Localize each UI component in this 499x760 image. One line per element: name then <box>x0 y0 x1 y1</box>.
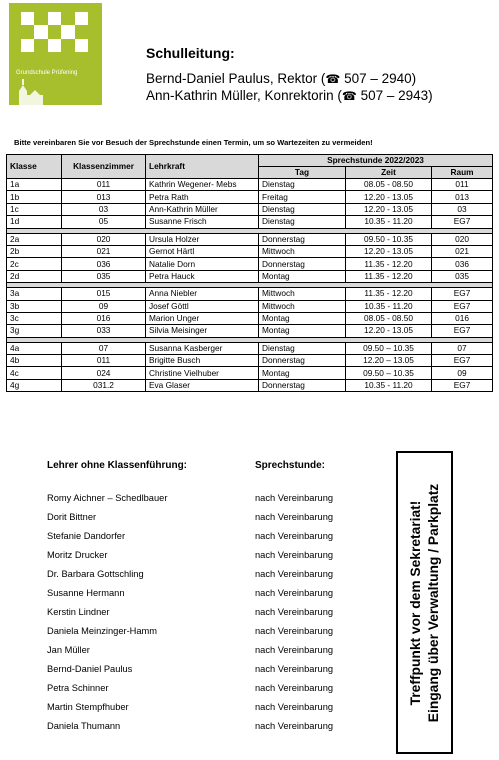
cell-raum: 03 <box>432 203 493 215</box>
teacher-office-hours: nach Vereinbarung <box>255 683 334 693</box>
cell-zeit: 08.05 - 08.50 <box>346 179 432 191</box>
cell-klasse: 2d <box>7 270 62 282</box>
page-title: Schulleitung: <box>146 45 235 61</box>
teacher-office-hours: nach Vereinbarung <box>255 531 334 541</box>
cell-klasse: 3b <box>7 300 62 312</box>
table-row <box>7 216 493 228</box>
cell-raum: 011 <box>432 179 493 191</box>
cell-klassenzimmer: 09 <box>62 300 146 312</box>
cell-klasse: 4c <box>7 367 62 379</box>
cell-klasse: 1d <box>7 216 62 228</box>
table-row <box>7 288 493 300</box>
cell-zeit: 12.20 - 13.05 <box>346 203 432 215</box>
teacher-office-hours: nach Vereinbarung <box>255 550 334 560</box>
cell-raum: 07 <box>432 342 493 354</box>
cell-raum: EG7 <box>432 325 493 337</box>
cell-tag: Donnerstag <box>259 233 346 245</box>
cell-lehrkraft: Natalie Dorn <box>146 258 259 270</box>
appointment-notice: Bitte vereinbaren Sie vor Besuch der Sprechstunde einen Termin, um so Wartezeiten zu vermeiden! <box>14 138 373 147</box>
phone-icon: ☎ <box>325 72 341 86</box>
cell-lehrkraft: Susanna Kasberger <box>146 342 259 354</box>
table-row <box>7 342 493 354</box>
cell-tag: Montag <box>259 270 346 282</box>
principal-name: Bernd-Daniel Paulus, Rektor ( <box>146 71 326 86</box>
cell-klassenzimmer: 03 <box>62 203 146 215</box>
cell-lehrkraft: Petra Rath <box>146 191 259 203</box>
cell-klassenzimmer: 024 <box>62 367 146 379</box>
teacher-name: Daniela Thumann <box>47 721 121 731</box>
church-icon <box>13 75 53 105</box>
cell-klasse: 3g <box>7 325 62 337</box>
cell-klassenzimmer: 015 <box>62 288 146 300</box>
col-raum: Raum <box>432 167 493 179</box>
cell-tag: Donnerstag <box>259 355 346 367</box>
logo-text: Grundschule Prüfening <box>16 70 78 76</box>
cell-raum: 013 <box>432 191 493 203</box>
cell-klassenzimmer: 036 <box>62 258 146 270</box>
meeting-point-text <box>407 483 443 721</box>
meeting-point-line1: Treffpunkt vor dem Sekretariat! <box>407 500 423 705</box>
teacher-office-hours: nach Vereinbarung <box>255 645 334 655</box>
teacher-office-hours: nach Vereinbarung <box>255 664 334 674</box>
cell-tag: Freitag <box>259 191 346 203</box>
cell-klassenzimmer: 016 <box>62 312 146 324</box>
cell-raum: EG7 <box>432 379 493 391</box>
cell-lehrkraft: Anna Niebler <box>146 288 259 300</box>
cell-raum: 035 <box>432 270 493 282</box>
teacher-office-hours: nach Vereinbarung <box>255 569 334 579</box>
table-row <box>7 203 493 215</box>
teacher-office-hours: nach Vereinbarung <box>255 626 334 636</box>
cell-tag: Dienstag <box>259 216 346 228</box>
teacher-office-hours: nach Vereinbarung <box>255 702 334 712</box>
teacher-office-hours: nach Vereinbarung <box>255 512 334 522</box>
table-row <box>7 379 493 391</box>
cell-zeit: 12.20 - 13.05 <box>346 325 432 337</box>
cell-zeit: 09.50 – 10.35 <box>346 342 432 354</box>
cell-tag: Montag <box>259 325 346 337</box>
cell-lehrkraft: Eva Glaser <box>146 379 259 391</box>
teacher-name: Petra Schinner <box>47 683 109 693</box>
teacher-name: Moritz Drucker <box>47 550 108 560</box>
teacher-name: Martin Stempfhuber <box>47 702 129 712</box>
cell-klassenzimmer: 07 <box>62 342 146 354</box>
cell-klasse: 2a <box>7 233 62 245</box>
cell-zeit: 12.20 - 13.05 <box>346 191 432 203</box>
col-zeit: Zeit <box>346 167 432 179</box>
table-row <box>7 312 493 324</box>
cell-tag: Montag <box>259 367 346 379</box>
teacher-name: Romy Aichner – Schedlbauer <box>47 493 168 503</box>
cell-raum: 020 <box>432 233 493 245</box>
principal-phone: 507 – 2940) <box>344 71 417 86</box>
cell-klassenzimmer: 011 <box>62 179 146 191</box>
table-row <box>7 191 493 203</box>
teacher-name: Daniela Meinzinger-Hamm <box>47 626 158 636</box>
cell-klasse: 1c <box>7 203 62 215</box>
teacher-name: Jan Müller <box>47 645 90 655</box>
cell-raum: 021 <box>432 245 493 257</box>
table-row <box>7 270 493 282</box>
cell-klasse: 1b <box>7 191 62 203</box>
teacher-office-hours: nach Vereinbarung <box>255 607 334 617</box>
cell-tag: Dienstag <box>259 179 346 191</box>
col-tag: Tag <box>259 167 346 179</box>
cell-tag: Mittwoch <box>259 300 346 312</box>
table-row <box>7 245 493 257</box>
cell-zeit: 10.35 - 11.20 <box>346 300 432 312</box>
vice-principal-name: Ann-Kathrin Müller, Konrektorin ( <box>146 88 342 103</box>
vice-principal-line <box>146 88 433 103</box>
cell-klassenzimmer: 013 <box>62 191 146 203</box>
meeting-point-box <box>396 451 453 754</box>
cell-zeit: 09.50 – 10.35 <box>346 367 432 379</box>
cell-raum: 09 <box>432 367 493 379</box>
teacher-name: Stefanie Dandorfer <box>47 531 126 541</box>
table-row <box>7 355 493 367</box>
cell-zeit: 08.05 - 08.50 <box>346 312 432 324</box>
teachers-heading: Lehrer ohne Klassenführung: <box>47 460 188 471</box>
principal-line <box>146 71 416 86</box>
cell-tag: Donnerstag <box>259 258 346 270</box>
cell-tag: Donnerstag <box>259 379 346 391</box>
cell-raum: EG7 <box>432 300 493 312</box>
table-row <box>7 367 493 379</box>
table-row <box>7 179 493 191</box>
teacher-name: Susanne Hermann <box>47 588 125 598</box>
table-row <box>7 300 493 312</box>
table-row <box>7 258 493 270</box>
cell-lehrkraft: Kathrin Wegener- Mebs <box>146 179 259 191</box>
cell-zeit: 10.35 - 11.20 <box>346 379 432 391</box>
cell-klassenzimmer: 011 <box>62 355 146 367</box>
cell-tag: Mittwoch <box>259 245 346 257</box>
cell-lehrkraft: Gernot Härtl <box>146 245 259 257</box>
cell-zeit: 10.35 - 11.20 <box>346 216 432 228</box>
teacher-office-hours: nach Vereinbarung <box>255 493 334 503</box>
cell-zeit: 11.35 - 12.20 <box>346 270 432 282</box>
cell-klassenzimmer: 05 <box>62 216 146 228</box>
cell-tag: Dienstag <box>259 203 346 215</box>
cell-lehrkraft: Marion Unger <box>146 312 259 324</box>
meeting-point-line2: Eingang über Verwaltung / Parkplatz <box>425 483 441 722</box>
cell-klasse: 4b <box>7 355 62 367</box>
cell-lehrkraft: Brigitte Busch <box>146 355 259 367</box>
teacher-name: Kerstin Lindner <box>47 607 110 617</box>
teacher-name: Bernd-Daniel Paulus <box>47 664 133 674</box>
teacher-office-hours: nach Vereinbarung <box>255 588 334 598</box>
col-sprechstunde: Sprechstunde 2022/2023 <box>259 155 493 167</box>
cell-lehrkraft: Susanne Frisch <box>146 216 259 228</box>
cell-raum: 016 <box>432 312 493 324</box>
cell-raum: 036 <box>432 258 493 270</box>
cell-klassenzimmer: 035 <box>62 270 146 282</box>
cell-klasse: 4g <box>7 379 62 391</box>
col-klasse: Klasse <box>7 155 62 179</box>
cell-lehrkraft: Ursula Holzer <box>146 233 259 245</box>
cell-zeit: 11.35 - 12.20 <box>346 258 432 270</box>
phone-icon: ☎ <box>341 89 357 103</box>
cell-klasse: 3c <box>7 312 62 324</box>
school-logo <box>9 3 102 105</box>
cell-raum: EG7 <box>432 355 493 367</box>
cell-tag: Dienstag <box>259 342 346 354</box>
cell-klasse: 2b <box>7 245 62 257</box>
table-row <box>7 325 493 337</box>
cell-lehrkraft: Silvia Meisinger <box>146 325 259 337</box>
cell-klassenzimmer: 031.2 <box>62 379 146 391</box>
cell-tag: Mittwoch <box>259 288 346 300</box>
vice-principal-phone: 507 – 2943) <box>360 88 433 103</box>
col-lehrkraft: Lehrkraft <box>146 155 259 179</box>
cell-klasse: 4a <box>7 342 62 354</box>
teacher-name: Dr. Barbara Gottschling <box>47 569 144 579</box>
cell-zeit: 09.50 - 10.35 <box>346 233 432 245</box>
cell-lehrkraft: Josef Göttl <box>146 300 259 312</box>
table-row <box>7 233 493 245</box>
cell-klasse: 3a <box>7 288 62 300</box>
cell-lehrkraft: Petra Hauck <box>146 270 259 282</box>
teacher-office-hours: nach Vereinbarung <box>255 721 334 731</box>
cell-klasse: 1a <box>7 179 62 191</box>
cell-zeit: 12.20 - 13.05 <box>346 245 432 257</box>
cell-tag: Montag <box>259 312 346 324</box>
teacher-name: Dorit Bittner <box>47 512 97 522</box>
office-hours-heading: Sprechstunde: <box>255 460 326 471</box>
cell-klassenzimmer: 021 <box>62 245 146 257</box>
cell-zeit: 12.20 – 13.05 <box>346 355 432 367</box>
cell-klassenzimmer: 020 <box>62 233 146 245</box>
cell-raum: EG7 <box>432 288 493 300</box>
cell-lehrkraft: Ann-Kathrin Müller <box>146 203 259 215</box>
col-klassenzimmer: Klassenzimmer <box>62 155 146 179</box>
cell-lehrkraft: Christine Vielhuber <box>146 367 259 379</box>
cell-zeit: 11.35 - 12.20 <box>346 288 432 300</box>
table-body <box>7 179 493 392</box>
office-hours-table <box>6 154 493 392</box>
cell-raum: EG7 <box>432 216 493 228</box>
cell-klassenzimmer: 033 <box>62 325 146 337</box>
cell-klasse: 2c <box>7 258 62 270</box>
